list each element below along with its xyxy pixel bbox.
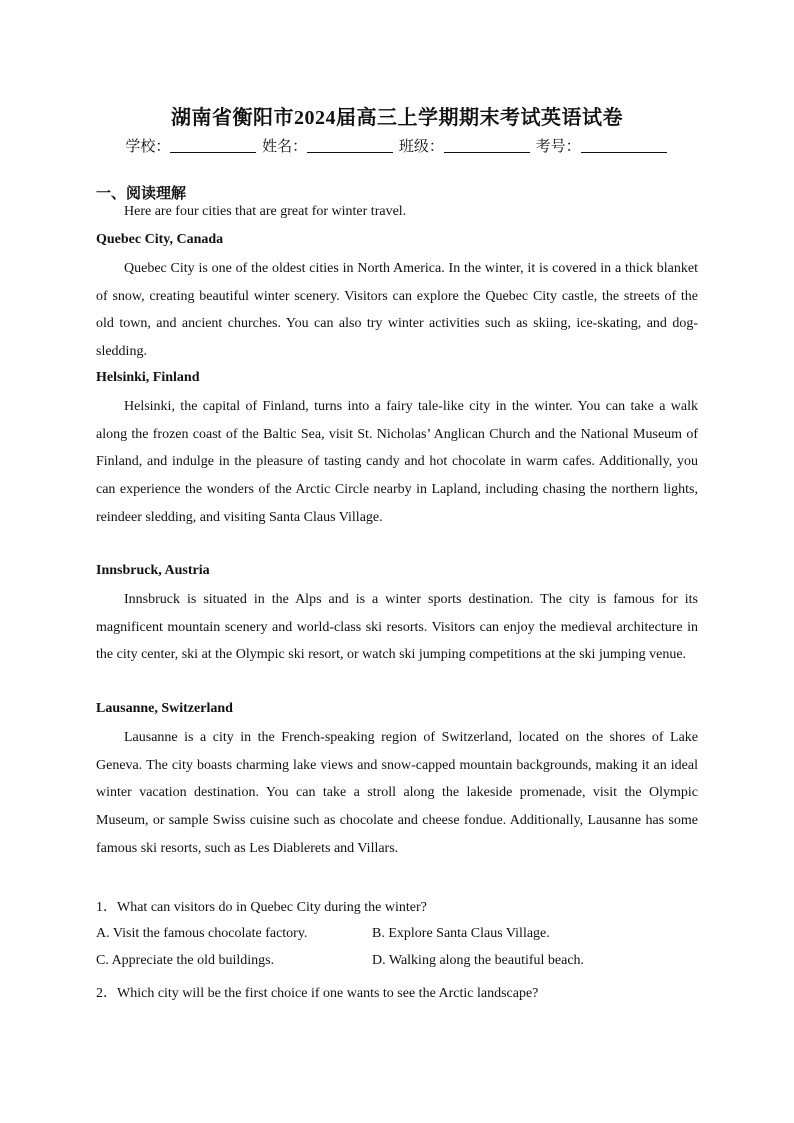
city-paragraph: Quebec City is one of the oldest cities in North America. In the winter, it is covered in a thick blanket of snow, creating beautiful winter scenery. Visitors can explore the Quebec City castle, the streets of the old town, and ancient churches. You can also try winter activities such as skiing, ice-skating, and dog-sledding. (96, 261, 698, 360)
number-label: 考号： (535, 139, 581, 155)
question-1: 1．What can visitors do in Quebec City during the winter? (96, 900, 427, 915)
student-info-line (0, 135, 794, 156)
class-blank[interactable] (444, 138, 530, 153)
number-blank[interactable] (581, 138, 667, 153)
option-a: A. Visit the famous chocolate factory. (96, 926, 308, 941)
city-heading: Quebec City, Canada (96, 232, 224, 247)
city-paragraph: Helsinki, the capital of Finland, turns into a fairy tale-like city in the winter. You can take a walk along the frozen coast of the Baltic Sea, visit St. Nicholas’ Anglican Church and the National Museum of Finland, and indulge in the pleasure of tasting candy and hot chocolate in warm cafes. Additionally, you can experience the wonders of the Arctic Circle nearby in Lapland, including chasing the northern lights, reindeer sledding, and visiting Santa Claus Village. (96, 399, 698, 525)
section-intro: Here are four cities that are great for winter travel. (124, 204, 407, 219)
city-heading: Helsinki, Finland (96, 370, 200, 385)
option-c: C. Appreciate the old buildings. (96, 953, 275, 968)
city-paragraph: Innsbruck is situated in the Alps and is a winter sports destination. The city is famous for its magnificent mountain scenery and world-class ski resorts. Visitors can enjoy the medieval architecture in the city center, ski at the Olympic ski resort, or watch ski jumping competitions at the ski jumping venue. (96, 592, 698, 663)
city-heading: Lausanne, Switzerland (96, 701, 233, 716)
school-blank[interactable] (170, 138, 256, 153)
name-label: 姓名： (262, 139, 308, 155)
name-blank[interactable] (307, 138, 393, 153)
option-b: B. Explore Santa Claus Village. (372, 926, 550, 941)
exam-title: 湖南省衡阳市2024届高三上学期期末考试英语试卷 (171, 107, 623, 129)
class-label: 班级： (398, 139, 444, 155)
section-title: 一、阅读理解 (96, 186, 187, 202)
school-label: 学校： (125, 139, 171, 155)
city-heading: Innsbruck, Austria (96, 563, 210, 578)
question-2: 2．Which city will be the first choice if one wants to see the Arctic landscape? (96, 986, 539, 1001)
option-d: D. Walking along the beautiful beach. (372, 953, 585, 968)
city-paragraph: Lausanne is a city in the French-speaking region of Switzerland, located on the shores of Lake Geneva. The city boasts charming lake views and snow-capped mountain backgrounds, making it an ideal winter vacation destination. You can take a stroll along the lakeside promenade, visit the Olympic Museum, or sample Swiss cuisine such as chocolate and cheese fondue. Additionally, Lausanne has some famous ski resorts, such as Les Diablerets and Villars. (96, 730, 698, 856)
